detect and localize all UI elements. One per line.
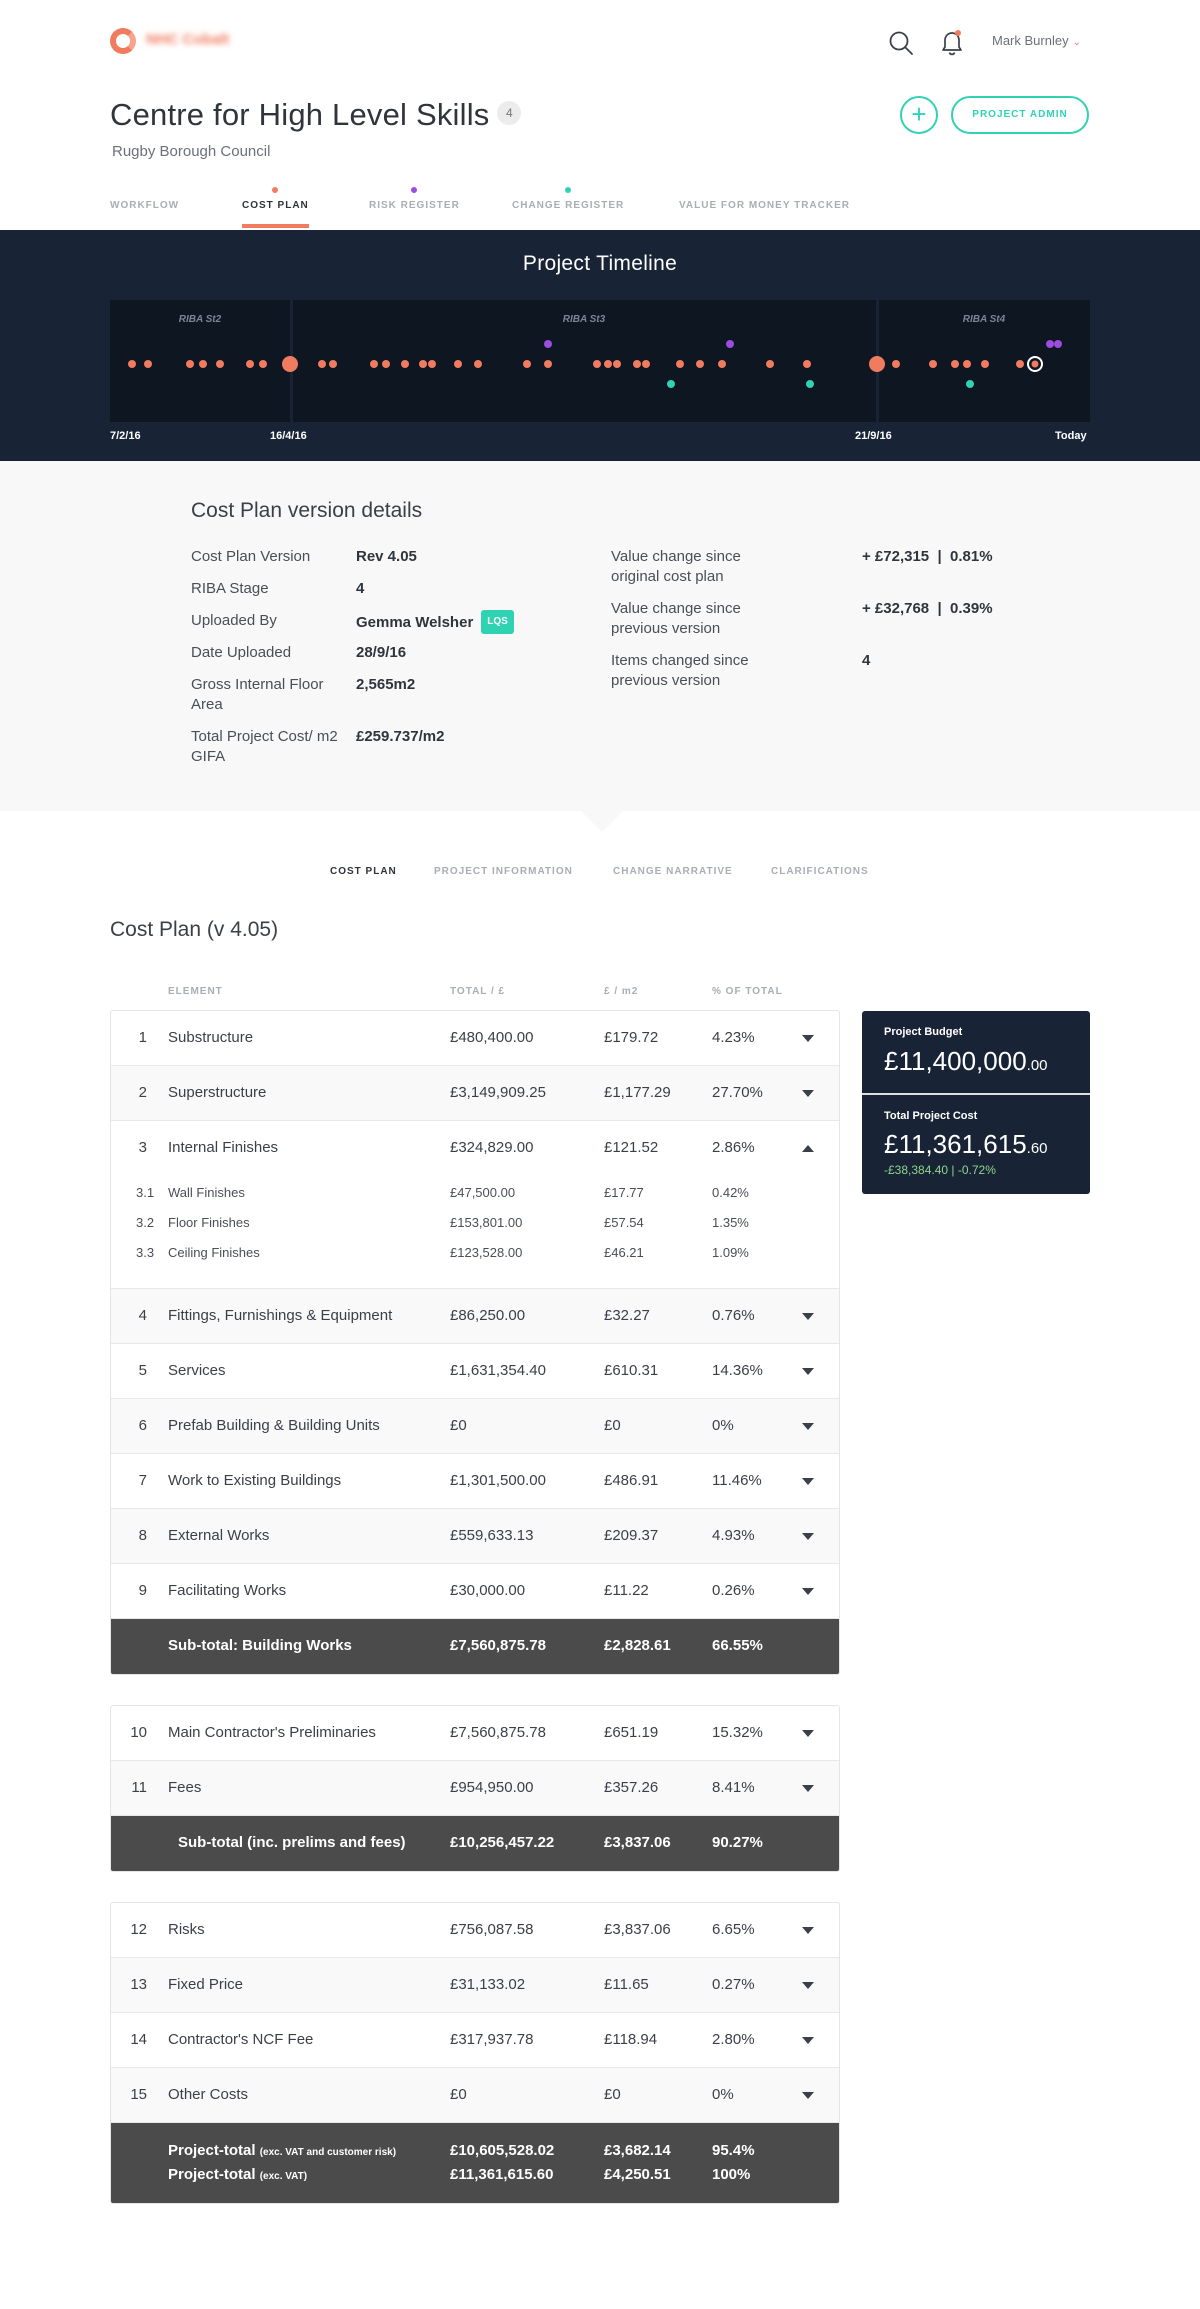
- table-row[interactable]: [111, 1509, 839, 1564]
- subtotal-total: £10,256,457.22: [450, 1834, 555, 1851]
- detail-value: Rev 4.05: [356, 548, 417, 565]
- timeline-event-dot[interactable]: [966, 380, 974, 388]
- budget-amount-main: £11,400,000: [884, 1046, 1027, 1076]
- row-percent: 0.27%: [712, 1976, 755, 1993]
- expand-caret-icon[interactable]: [802, 1927, 814, 1934]
- sub-row-per-m2: £46.21: [604, 1245, 644, 1260]
- timeline-event-dot[interactable]: [128, 360, 136, 368]
- notification-dot: [272, 187, 278, 193]
- timeline-event-dot[interactable]: [428, 360, 436, 368]
- row-percent: 8.41%: [712, 1779, 755, 1796]
- expand-caret-icon[interactable]: [802, 1730, 814, 1737]
- table-row[interactable]: [111, 1454, 839, 1509]
- timeline-date: 7/2/16: [110, 430, 141, 442]
- page-title: [110, 97, 521, 133]
- table-row[interactable]: [111, 1399, 839, 1454]
- project-client: Rugby Borough Council: [112, 143, 271, 160]
- detail-value: 4: [356, 580, 365, 597]
- row-element: Main Contractor's Preliminaries: [168, 1724, 376, 1741]
- expand-caret-icon[interactable]: [802, 1423, 814, 1430]
- total-cost-label: Total Project Cost: [884, 1110, 978, 1122]
- table-row[interactable]: [111, 1761, 839, 1816]
- expand-caret-icon[interactable]: [802, 1982, 814, 1989]
- tab-value-for-money-tracker[interactable]: [679, 200, 850, 211]
- notification-dot: [411, 187, 417, 193]
- stage-label: RIBA St3: [562, 314, 606, 325]
- total-cost-main: £11,361,615: [884, 1129, 1027, 1159]
- expand-caret-icon[interactable]: [802, 1478, 814, 1485]
- timeline-plot[interactable]: [110, 300, 1090, 422]
- table-row-expanded[interactable]: [111, 1121, 839, 1289]
- sub-row-element: Floor Finishes: [168, 1215, 250, 1230]
- expand-caret-icon[interactable]: [802, 1368, 814, 1375]
- detail-label: Gross Internal Floor Area: [191, 676, 324, 713]
- tab-risk-register[interactable]: [369, 200, 460, 211]
- detail-value-uploader: [356, 611, 514, 635]
- bell-icon[interactable]: [940, 28, 964, 56]
- project-admin-button[interactable]: PROJECT ADMIN: [951, 96, 1089, 134]
- chevron-down-icon: ⌄: [1072, 37, 1081, 48]
- search-icon[interactable]: [888, 30, 914, 56]
- expand-caret-icon[interactable]: [802, 1785, 814, 1792]
- table-row[interactable]: [111, 1344, 839, 1399]
- row-number: 14: [130, 2031, 147, 2048]
- row-total: £0: [450, 2086, 467, 2103]
- row-number: 15: [130, 2086, 147, 2103]
- timeline-event-dot[interactable]: [806, 380, 814, 388]
- row-per-m2: £0: [604, 1417, 621, 1434]
- sub-row-element: Ceiling Finishes: [168, 1245, 260, 1260]
- row-element: Fittings, Furnishings & Equipment: [168, 1307, 393, 1324]
- row-number: 9: [138, 1582, 147, 1599]
- sub-row-number: 3.3: [136, 1245, 155, 1260]
- project-total-qualifier: (exc. VAT and customer risk): [259, 2147, 397, 2158]
- timeline-dates: [110, 430, 1090, 448]
- expand-caret-icon[interactable]: [802, 1090, 814, 1097]
- notification-dot: [565, 187, 571, 193]
- table-row[interactable]: [111, 1289, 839, 1344]
- timeline-date: 16/4/16: [270, 430, 307, 442]
- divider: [862, 1093, 1090, 1095]
- total-cost-amount: [884, 1129, 1048, 1160]
- subtotal-label: Sub-total: Building Works: [168, 1637, 352, 1654]
- tab-label: COST PLAN: [242, 200, 309, 211]
- sub-row: [111, 1215, 840, 1235]
- row-element: Services: [168, 1362, 226, 1379]
- row-total: £756,087.58: [450, 1921, 534, 1938]
- subtotal-percent: 90.27%: [712, 1834, 763, 1851]
- current-version-dot[interactable]: [1032, 361, 1039, 368]
- row-percent: 0.26%: [712, 1582, 755, 1599]
- detail-label: Value change since previous version: [611, 600, 741, 637]
- detail-label: RIBA Stage: [191, 580, 269, 597]
- active-tab-underline: [242, 224, 309, 228]
- timeline-event-dot[interactable]: [951, 360, 959, 368]
- detail-value: + £72,315 | 0.81%: [862, 548, 993, 565]
- project-total-qualifier: (exc. VAT): [259, 2171, 308, 2182]
- subtotal-row: [111, 1816, 839, 1871]
- timeline-event-dot[interactable]: [246, 360, 254, 368]
- logo-text[interactable]: NHC Cobalt: [146, 31, 230, 48]
- row-percent: 15.32%: [712, 1724, 763, 1741]
- row-element: Contractor's NCF Fee: [168, 2031, 314, 2048]
- row-per-m2: £610.31: [604, 1362, 659, 1379]
- count-badge: 4: [497, 101, 521, 125]
- sub-row-total: £47,500.00: [450, 1185, 516, 1200]
- timeline-event-dot[interactable]: [718, 360, 726, 368]
- detail-value: 4: [862, 652, 871, 669]
- subtotal-label: Sub-total (inc. prelims and fees): [178, 1834, 406, 1851]
- logo-icon[interactable]: [110, 28, 136, 54]
- timeline-event-dot[interactable]: [401, 360, 409, 368]
- timeline-event-dot[interactable]: [382, 360, 390, 368]
- table-row[interactable]: [111, 2068, 839, 2123]
- row-percent: 2.86%: [712, 1139, 755, 1156]
- user-menu[interactable]: [992, 33, 1081, 48]
- timeline-event-dot[interactable]: [474, 360, 482, 368]
- sub-row: [111, 1185, 840, 1205]
- detail-value: £259.737/m2: [356, 728, 445, 745]
- budget-amount-pence: .00: [1026, 1057, 1048, 1074]
- timeline-event-dot[interactable]: [419, 360, 427, 368]
- timeline-date: Today: [1055, 430, 1087, 442]
- row-total: £1,631,354.40: [450, 1362, 546, 1379]
- expand-caret-icon[interactable]: [802, 1588, 814, 1595]
- row-element: Fees: [168, 1779, 202, 1796]
- timeline-event-dot[interactable]: [544, 340, 552, 348]
- row-number: 7: [138, 1472, 147, 1489]
- row-per-m2: £3,837.06: [604, 1921, 671, 1938]
- timeline-event-dot[interactable]: [696, 360, 704, 368]
- expand-caret-icon[interactable]: [802, 1533, 814, 1540]
- timeline-event-dot[interactable]: [676, 360, 684, 368]
- row-element: Facilitating Works: [168, 1582, 287, 1599]
- project-total-label: [168, 2142, 396, 2159]
- project-title: Centre for High Level Skills: [110, 97, 490, 132]
- row-per-m2: £209.37: [604, 1527, 659, 1544]
- timeline-date: 21/9/16: [855, 430, 892, 442]
- detail-label: Items changed since previous version: [611, 652, 749, 689]
- timeline-event-dot[interactable]: [892, 360, 900, 368]
- tab-workflow[interactable]: [110, 200, 179, 211]
- cost-group-risks-other: [110, 1902, 840, 2204]
- project-total-row: [111, 2123, 839, 2203]
- row-per-m2: £32.27: [604, 1307, 650, 1324]
- timeline-event-dot[interactable]: [726, 340, 734, 348]
- subtotal-total: £7,560,875.78: [450, 1637, 546, 1654]
- row-element: External Works: [168, 1527, 270, 1544]
- subtab-project-information[interactable]: PROJECT INFORMATION: [434, 866, 573, 877]
- timeline-event-dot[interactable]: [593, 360, 601, 368]
- cost-group-prelims-fees: [110, 1705, 840, 1872]
- timeline-event-dot[interactable]: [633, 360, 641, 368]
- project-total-label-text: Project-total: [168, 2142, 256, 2159]
- row-element: Work to Existing Buildings: [168, 1472, 342, 1489]
- row-percent: 0%: [712, 2086, 734, 2103]
- subtab-cost-plan[interactable]: COST PLAN: [330, 866, 397, 877]
- detail-label: Uploaded By: [191, 612, 277, 629]
- row-number: 2: [138, 1084, 147, 1101]
- top-bar: [0, 0, 1200, 82]
- column-header[interactable]: ELEMENT: [168, 986, 223, 997]
- detail-value: 28/9/16: [356, 644, 407, 661]
- table-row[interactable]: [111, 1011, 839, 1066]
- row-total: £559,633.13: [450, 1527, 534, 1544]
- cost-plan-subtabs: [0, 866, 1200, 886]
- timeline-event-dot[interactable]: [1046, 340, 1054, 348]
- tab-label: CHANGE REGISTER: [512, 200, 625, 211]
- project-total-per-m2: £3,682.14: [604, 2142, 671, 2159]
- project-total-total: £10,605,528.02: [450, 2142, 555, 2159]
- sub-row-percent: 1.09%: [712, 1245, 749, 1260]
- budget-amount: [884, 1046, 1048, 1077]
- row-percent: 6.65%: [712, 1921, 755, 1938]
- timeline-event-dot[interactable]: [144, 360, 152, 368]
- user-name: Mark Burnley: [992, 33, 1069, 48]
- row-percent: 4.23%: [712, 1029, 755, 1046]
- sub-row-number: 3.2: [136, 1215, 155, 1230]
- row-total: £86,250.00: [450, 1307, 526, 1324]
- table-row[interactable]: [111, 1706, 839, 1761]
- timeline-event-dot[interactable]: [370, 360, 378, 368]
- row-percent: 14.36%: [712, 1362, 763, 1379]
- row-number: 6: [138, 1417, 147, 1434]
- row-total: £954,950.00: [450, 1779, 534, 1796]
- sub-row-number: 3.1: [136, 1185, 155, 1200]
- row-per-m2: £1,177.29: [604, 1084, 671, 1101]
- stage-label: RIBA St2: [178, 314, 222, 325]
- row-percent: 0%: [712, 1417, 734, 1434]
- timeline-event-dot[interactable]: [1016, 360, 1024, 368]
- cost-table-header: [110, 986, 840, 1006]
- timeline-event-dot[interactable]: [259, 360, 267, 368]
- row-per-m2: £11.22: [604, 1582, 649, 1599]
- details-heading: Cost Plan version details: [191, 499, 423, 522]
- row-percent: 27.70%: [712, 1084, 763, 1101]
- detail-value: 2,565m2: [356, 676, 416, 693]
- row-number: 13: [130, 1976, 147, 1993]
- subtotal-per-m2: £2,828.61: [604, 1637, 671, 1654]
- expand-caret-icon[interactable]: [802, 2037, 814, 2044]
- row-number: 10: [130, 1724, 147, 1741]
- row-per-m2: £486.91: [604, 1472, 659, 1489]
- row-per-m2: £11.65: [604, 1976, 649, 1993]
- row-element: Superstructure: [168, 1084, 267, 1101]
- expand-caret-icon[interactable]: [802, 2092, 814, 2099]
- row-total: £0: [450, 1417, 467, 1434]
- column-header[interactable]: % OF TOTAL: [712, 986, 783, 997]
- row-total: £324,829.00: [450, 1139, 534, 1156]
- detail-label: Cost Plan Version: [191, 548, 311, 565]
- timeline-event-dot[interactable]: [544, 360, 552, 368]
- row-per-m2: £121.52: [604, 1139, 659, 1156]
- sub-row-percent: 1.35%: [712, 1215, 749, 1230]
- stage-label: RIBA St4: [962, 314, 1006, 325]
- budget-variance: -£38,384.40 | -0.72%: [884, 1163, 996, 1177]
- timeline-event-dot[interactable]: [869, 356, 885, 372]
- cost-plan-version-details: [0, 461, 1200, 811]
- subtotal-row: [111, 1619, 839, 1674]
- sub-row-percent: 0.42%: [712, 1185, 749, 1200]
- timeline-event-dot[interactable]: [454, 360, 462, 368]
- subtotal-percent: 66.55%: [712, 1637, 763, 1654]
- add-button[interactable]: +: [900, 96, 938, 134]
- sub-row-per-m2: £57.54: [604, 1215, 644, 1230]
- row-total: £7,560,875.78: [450, 1724, 546, 1741]
- project-total-label: [168, 2166, 307, 2183]
- row-number: 1: [138, 1029, 147, 1046]
- row-element: Fixed Price: [168, 1976, 244, 1993]
- row-element: Risks: [168, 1921, 205, 1938]
- row-number: 12: [130, 1921, 147, 1938]
- row-total: £31,133.02: [450, 1976, 526, 1993]
- row-element: Substructure: [168, 1029, 254, 1046]
- detail-label: Date Uploaded: [191, 644, 292, 661]
- row-element: Other Costs: [168, 2086, 249, 2103]
- row-per-m2: £651.19: [604, 1724, 659, 1741]
- tab-label: VALUE FOR MONEY TRACKER: [679, 200, 850, 211]
- timeline-event-dot[interactable]: [929, 360, 937, 368]
- table-row[interactable]: [111, 1564, 839, 1619]
- main-tabs: [110, 194, 1090, 230]
- cost-plan-title: Cost Plan (v 4.05): [110, 918, 279, 941]
- row-number: 5: [138, 1362, 147, 1379]
- timeline-event-dot[interactable]: [186, 360, 194, 368]
- sub-row-element: Wall Finishes: [168, 1185, 245, 1200]
- timeline-event-dot[interactable]: [216, 360, 224, 368]
- timeline-event-dot[interactable]: [963, 360, 971, 368]
- timeline-title: Project Timeline: [522, 252, 678, 275]
- project-total-percent: 95.4%: [712, 2142, 755, 2159]
- row-number: 4: [138, 1307, 147, 1324]
- project-timeline: [0, 230, 1200, 461]
- timeline-event-dot[interactable]: [282, 356, 298, 372]
- row-percent: 2.80%: [712, 2031, 755, 2048]
- timeline-event-dot[interactable]: [523, 360, 531, 368]
- row-total: £317,937.78: [450, 2031, 534, 2048]
- subtab-change-narrative[interactable]: CHANGE NARRATIVE: [613, 866, 733, 877]
- project-total-percent: 100%: [712, 2166, 751, 2183]
- row-per-m2: £357.26: [604, 1779, 659, 1796]
- project-total-per-m2: £4,250.51: [604, 2166, 671, 2183]
- project-total-label-text: Project-total: [168, 2166, 256, 2183]
- timeline-event-dot[interactable]: [803, 360, 811, 368]
- row-per-m2: £0: [604, 2086, 621, 2103]
- total-cost-pence: .60: [1026, 1140, 1048, 1157]
- row-total: £30,000.00: [450, 1582, 526, 1599]
- tab-change-register[interactable]: [512, 200, 624, 211]
- row-percent: 11.46%: [712, 1472, 762, 1489]
- sub-row-per-m2: £17.77: [604, 1185, 644, 1200]
- row-number: 8: [138, 1527, 147, 1544]
- timeline-event-dot[interactable]: [981, 360, 989, 368]
- column-header[interactable]: TOTAL / £: [450, 986, 506, 997]
- timeline-event-dot[interactable]: [667, 380, 675, 388]
- row-number: 3: [138, 1139, 147, 1156]
- row-total: £3,149,909.25: [450, 1084, 546, 1101]
- table-row[interactable]: [111, 1066, 839, 1121]
- detail-value: + £32,768 | 0.39%: [862, 600, 993, 617]
- subtab-clarifications[interactable]: CLARIFICATIONS: [771, 866, 869, 877]
- detail-label: Total Project Cost/ m2 GIFA: [191, 728, 338, 765]
- timeline-event-dot[interactable]: [642, 360, 650, 368]
- subtotal-per-m2: £3,837.06: [604, 1834, 671, 1851]
- sub-row-total: £123,528.00: [450, 1245, 523, 1260]
- lqs-badge: LQS: [481, 610, 514, 634]
- timeline-event-dot[interactable]: [199, 360, 207, 368]
- row-percent: 4.93%: [712, 1527, 755, 1544]
- details-pointer: [580, 810, 624, 832]
- sub-row: [111, 1245, 840, 1265]
- timeline-event-dot[interactable]: [604, 360, 612, 368]
- timeline-event-dot[interactable]: [1054, 340, 1062, 348]
- expand-caret-icon[interactable]: [802, 1313, 814, 1320]
- row-element: Internal Finishes: [168, 1139, 279, 1156]
- table-row[interactable]: [111, 1903, 839, 1958]
- tab-label: RISK REGISTER: [369, 200, 460, 211]
- budget-label: Project Budget: [884, 1026, 963, 1038]
- detail-label: Value change since original cost plan: [611, 548, 741, 585]
- row-percent: 0.76%: [712, 1307, 755, 1324]
- sub-row-total: £153,801.00: [450, 1215, 523, 1230]
- row-total: £1,301,500.00: [450, 1472, 546, 1489]
- row-per-m2: £118.94: [604, 2031, 658, 2048]
- row-per-m2: £179.72: [604, 1029, 659, 1046]
- table-row[interactable]: [111, 1958, 839, 2013]
- timeline-event-dot[interactable]: [613, 360, 621, 368]
- budget-summary-card: [862, 1011, 1090, 1194]
- row-element: Prefab Building & Building Units: [168, 1417, 380, 1434]
- project-total-total: £11,361,615.60: [450, 2166, 554, 2183]
- timeline-event-dot[interactable]: [766, 360, 774, 368]
- collapse-caret-icon[interactable]: [802, 1145, 814, 1152]
- timeline-event-dot[interactable]: [318, 360, 326, 368]
- row-number: 11: [131, 1779, 147, 1796]
- row-total: £480,400.00: [450, 1029, 534, 1046]
- tab-label: WORKFLOW: [110, 200, 180, 211]
- tab-cost-plan[interactable]: [242, 200, 309, 211]
- expand-caret-icon[interactable]: [802, 1035, 814, 1042]
- uploader-name: Gemma Welsher: [356, 613, 474, 631]
- table-row[interactable]: [111, 2013, 839, 2068]
- timeline-event-dot[interactable]: [329, 360, 337, 368]
- cost-group-building-works: [110, 1010, 840, 1675]
- column-header[interactable]: £ / m2: [604, 986, 639, 997]
